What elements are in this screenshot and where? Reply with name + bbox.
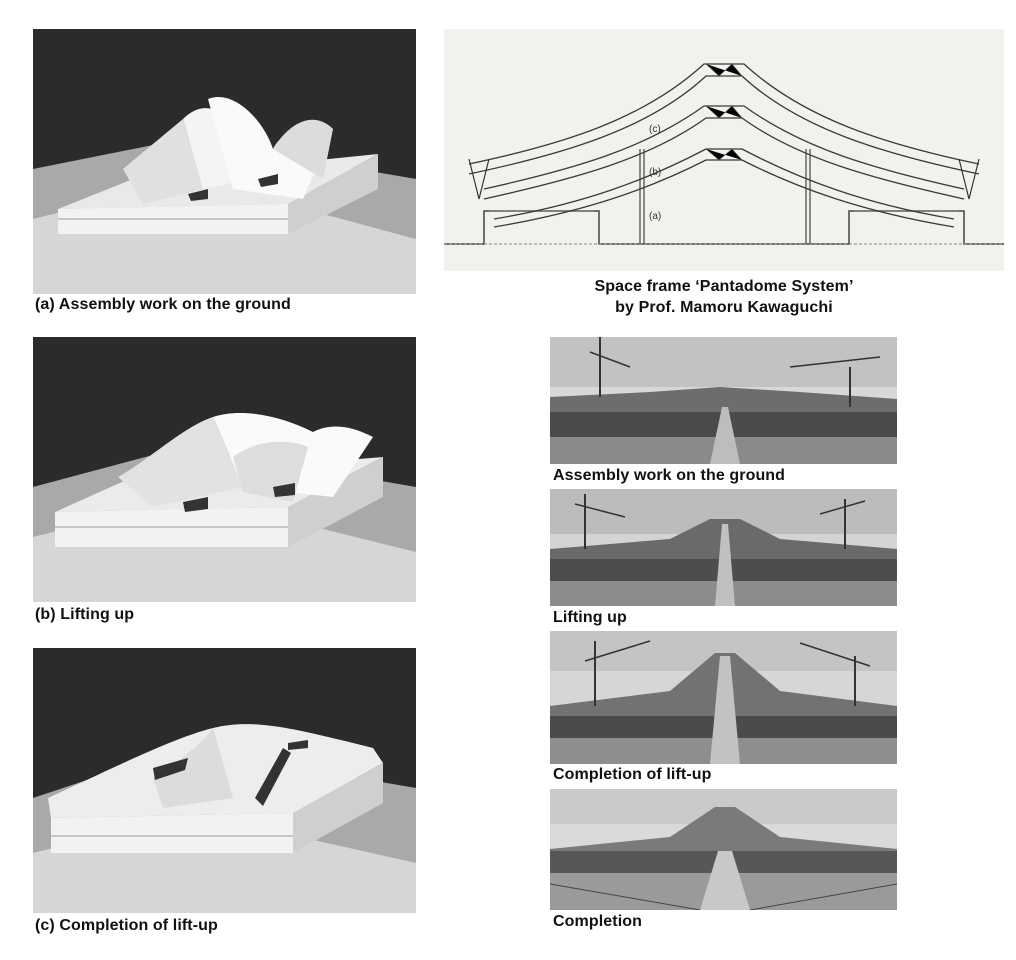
- caption-left-b: (b) Lifting up: [35, 606, 135, 623]
- construction-photo-assembly: [550, 337, 897, 464]
- stage-label-c: (c): [649, 124, 661, 135]
- diagram-title-line2: by Prof. Mamoru Kawaguchi: [615, 299, 833, 316]
- caption-left-a: (a) Assembly work on the ground: [35, 296, 291, 313]
- model-photo-completion: [33, 648, 416, 913]
- diagram-title-line1: Space frame ‘Pantadome System’: [594, 278, 854, 295]
- model-photo-assembly: [33, 29, 416, 294]
- caption-left-c: (c) Completion of lift-up: [35, 917, 218, 934]
- diagram-title: [444, 276, 1004, 318]
- caption-right-completion-of-lift-up: Completion of lift-up: [553, 766, 712, 783]
- construction-photo-completion-of-lift-up: [550, 631, 897, 764]
- caption-right-lifting: Lifting up: [553, 609, 627, 626]
- stage-label-b: (b): [649, 167, 662, 178]
- caption-right-assembly: Assembly work on the ground: [553, 467, 786, 484]
- caption-right-completion: Completion: [553, 913, 642, 930]
- model-photo-lifting: [33, 337, 416, 602]
- stage-label-a: (a): [649, 211, 662, 222]
- construction-photo-lifting: [550, 489, 897, 606]
- pantadome-section-diagram: [444, 29, 1004, 271]
- construction-photo-completion: [550, 789, 897, 910]
